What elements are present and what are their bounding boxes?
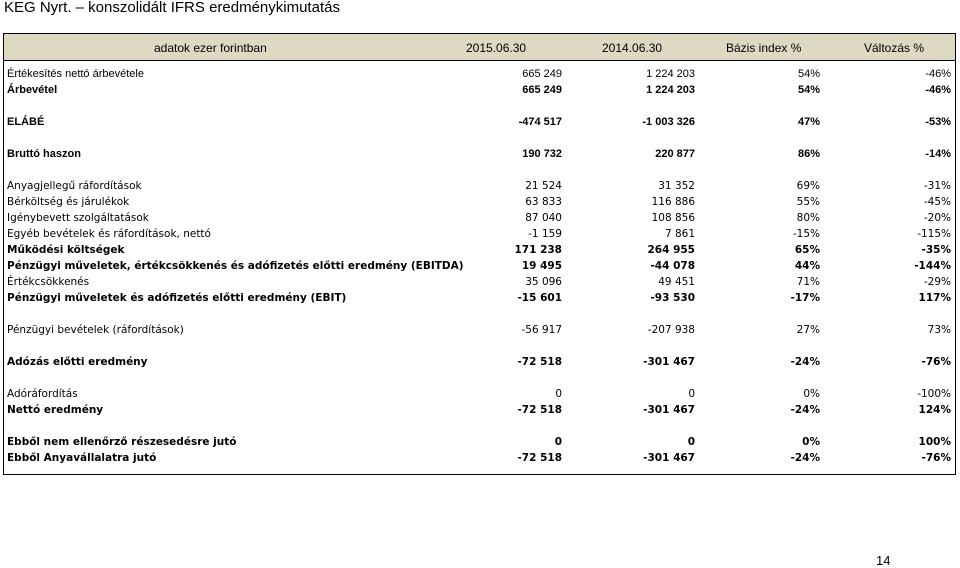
row-label: Anyagjellegű ráfordítások — [7, 180, 142, 192]
row-label: Értékcsökkenés — [7, 276, 90, 288]
row-label: Bruttó haszon — [7, 148, 81, 160]
value-2015: -72 518 — [517, 356, 562, 368]
base-index: 54% — [797, 68, 820, 80]
table-row — [4, 66, 955, 82]
base-index: -24% — [790, 452, 820, 464]
row-label: ELÁBÉ — [7, 116, 45, 128]
change-percent: -14% — [925, 148, 951, 160]
change-percent: 124% — [918, 404, 951, 416]
change-percent: -45% — [923, 196, 951, 208]
base-index: -24% — [790, 404, 820, 416]
value-2015: 0 — [555, 388, 562, 400]
value-2014: 1 224 203 — [646, 68, 695, 80]
base-index: 71% — [796, 276, 820, 288]
value-2015: 63 833 — [525, 196, 562, 208]
change-percent: -144% — [914, 260, 951, 272]
row-label: Adózás előtti eredmény — [7, 356, 148, 368]
value-2014: 264 955 — [647, 244, 695, 256]
change-percent: 117% — [918, 292, 951, 304]
base-index: 27% — [796, 324, 820, 336]
row-label: Pénzügyi bevételek (ráfordítások) — [7, 324, 184, 336]
base-index: 0% — [803, 388, 820, 400]
value-2015: 665 249 — [522, 84, 562, 96]
value-2015: 665 249 — [522, 68, 562, 80]
table-row — [4, 114, 955, 130]
page-number: 14 — [876, 553, 891, 568]
header-col-base-index: Bázis index % — [726, 41, 802, 55]
value-2015: -474 517 — [518, 116, 562, 128]
page-title: KEG Nyrt. – konszolidált IFRS eredménykimutatás — [4, 0, 340, 16]
value-2014: -301 467 — [643, 404, 695, 416]
table-row — [4, 178, 955, 194]
row-label: Működési költségek — [7, 244, 125, 256]
table-row — [4, 402, 955, 418]
value-2015: 21 524 — [525, 180, 562, 192]
table-body — [3, 61, 956, 475]
table-row — [4, 242, 955, 258]
header-col-2015: 2015.06.30 — [466, 41, 527, 55]
table-row — [4, 386, 955, 402]
base-index: 80% — [796, 212, 820, 224]
value-2014: -301 467 — [643, 356, 695, 368]
value-2015: -15 601 — [517, 292, 562, 304]
value-2014: 116 886 — [651, 196, 695, 208]
change-percent: -29% — [923, 276, 951, 288]
table-row — [4, 82, 955, 98]
row-label: Árbevétel — [7, 84, 58, 96]
value-2015: -1 159 — [528, 228, 562, 240]
change-percent: -76% — [921, 452, 951, 464]
value-2015: 87 040 — [525, 212, 562, 224]
value-2014: -44 078 — [650, 260, 695, 272]
row-label: Pénzügyi műveletek és adófizetés előtti eredmény (EBIT) — [7, 292, 347, 304]
base-index: -24% — [790, 356, 820, 368]
base-index: 0% — [802, 436, 820, 448]
change-percent: 100% — [918, 436, 951, 448]
row-label: Adóráfordítás — [7, 388, 78, 400]
value-2014: 0 — [687, 436, 695, 448]
table-row — [4, 226, 955, 242]
row-label: Egyéb bevételek és ráfordítások, nettó — [7, 228, 211, 240]
row-label: Bérköltség és járulékok — [7, 196, 130, 208]
change-percent: -76% — [921, 356, 951, 368]
table-row — [4, 354, 955, 370]
table-row — [4, 210, 955, 226]
value-2014: 108 856 — [651, 212, 695, 224]
base-index: 54% — [797, 84, 820, 96]
row-label: Ebből nem ellenőrző részesedésre jutó — [7, 436, 237, 448]
value-2014: -1 003 326 — [642, 116, 695, 128]
base-index: -15% — [792, 228, 820, 240]
row-label: Igénybevett szolgáltatások — [7, 212, 149, 224]
value-2014: 7 861 — [664, 228, 695, 240]
table-row — [4, 146, 955, 162]
header-col-2014: 2014.06.30 — [602, 41, 663, 55]
change-percent: -46% — [925, 84, 951, 96]
value-2014: -93 530 — [650, 292, 695, 304]
income-statement-table — [3, 33, 956, 475]
table-row — [4, 274, 955, 290]
value-2014: -207 938 — [647, 324, 695, 336]
value-2015: 171 238 — [514, 244, 562, 256]
table-row — [4, 434, 955, 450]
base-index: -17% — [790, 292, 820, 304]
table-header — [3, 33, 956, 61]
row-label: Nettó eredmény — [7, 404, 104, 416]
value-2015: -72 518 — [517, 404, 562, 416]
base-index: 86% — [797, 148, 820, 160]
base-index: 65% — [794, 244, 820, 256]
value-2014: 49 451 — [658, 276, 695, 288]
change-percent: -53% — [925, 116, 951, 128]
change-percent: 73% — [927, 324, 951, 336]
base-index: 44% — [794, 260, 820, 272]
row-label: Értékesítés nettó árbevétele — [7, 68, 144, 80]
base-index: 47% — [797, 116, 820, 128]
change-percent: -46% — [925, 68, 951, 80]
value-2015: 35 096 — [525, 276, 562, 288]
table-row — [4, 194, 955, 210]
table-row — [4, 290, 955, 306]
base-index: 69% — [796, 180, 820, 192]
value-2015: -72 518 — [517, 452, 562, 464]
value-2015: 190 732 — [522, 148, 562, 160]
change-percent: -31% — [923, 180, 951, 192]
change-percent: -115% — [917, 228, 951, 240]
row-label: Ebből Anyavállalatra jutó — [7, 452, 157, 464]
row-label: Pénzügyi műveletek, értékcsökkenés és adófizetés előtti eredmény (EBITDA) — [7, 260, 464, 272]
table-row — [4, 258, 955, 274]
table-row — [4, 322, 955, 338]
value-2014: 1 224 203 — [646, 84, 695, 96]
header-units-label: adatok ezer forintban — [154, 41, 267, 55]
value-2015: 19 495 — [521, 260, 562, 272]
change-percent: -20% — [923, 212, 951, 224]
change-percent: -35% — [921, 244, 951, 256]
base-index: 55% — [796, 196, 820, 208]
value-2014: -301 467 — [643, 452, 695, 464]
value-2014: 0 — [688, 388, 695, 400]
value-2015: 0 — [554, 436, 562, 448]
value-2014: 31 352 — [658, 180, 695, 192]
header-col-change: Változás % — [864, 41, 925, 55]
table-row — [4, 450, 955, 466]
value-2014: 220 877 — [655, 148, 695, 160]
value-2015: -56 917 — [521, 324, 562, 336]
change-percent: -100% — [917, 388, 951, 400]
